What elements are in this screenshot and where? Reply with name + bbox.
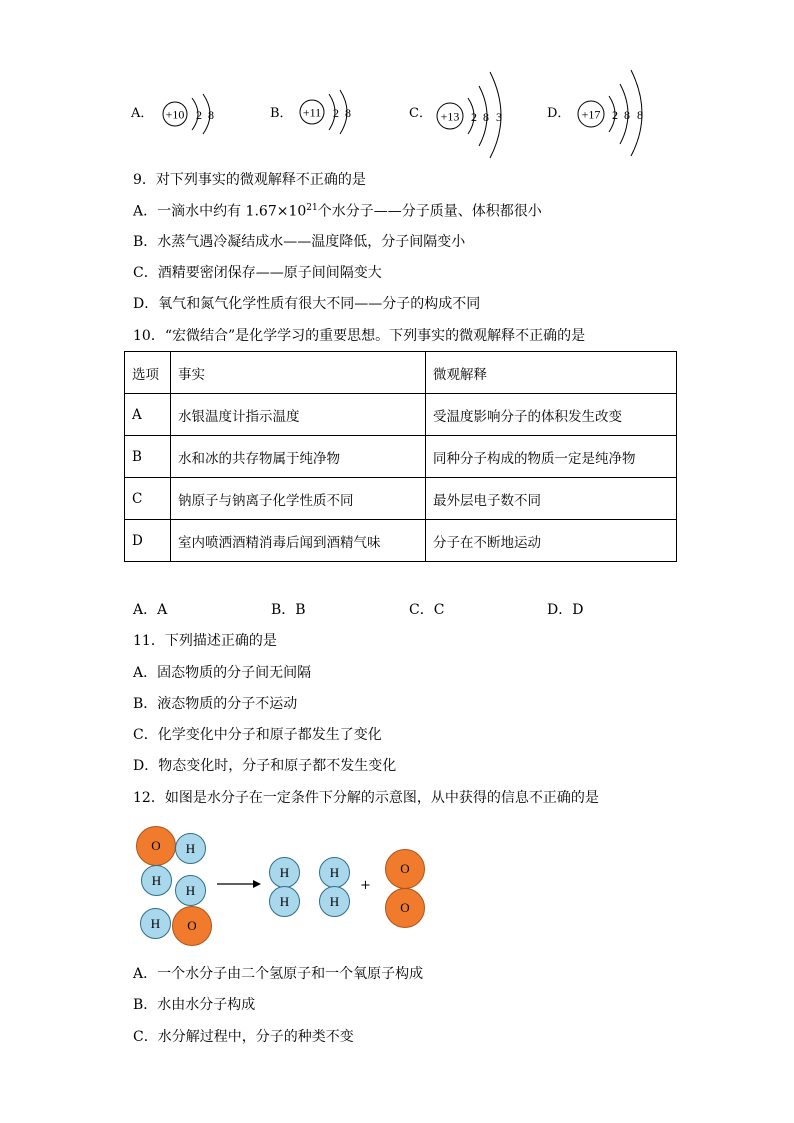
q10-option-d: D．D: [547, 602, 584, 618]
oxygen-atom: O: [385, 849, 425, 889]
q11-option-a: A．固态物质的分子间无间隔: [133, 665, 312, 681]
table-cell: 室内喷洒酒精消毒后闻到酒精气味: [171, 520, 426, 562]
q10-stem: 10．“宏微结合”是化学学习的重要思想。下列事实的微观解释不正确的是: [133, 328, 586, 344]
q9-option-a: A．一滴水中约有 $1.67\times 10^{21}$个水分子——分子质量、体积都很小: [133, 203, 542, 220]
hydrogen-atom: H: [269, 886, 300, 917]
table-cell: 受温度影响分子的体积发生改变: [426, 394, 677, 436]
table-cell: 钠原子与钠离子化学性质不同: [171, 478, 426, 520]
table-row: [125, 394, 677, 436]
table-row: [125, 478, 677, 520]
q10-option-a: A．A: [133, 602, 168, 618]
hydrogen-atom: H: [269, 857, 300, 888]
hydrogen-atom: H: [175, 833, 206, 864]
svg-text:+17: +17: [581, 107, 601, 122]
svg-text:+11: +11: [302, 105, 322, 120]
table-cell: 同种分子构成的物质一定是纯净物: [426, 436, 677, 478]
table-header-cell: 选项: [125, 352, 171, 394]
plus-sign: +: [360, 878, 371, 893]
table-row: [125, 520, 677, 562]
hydrogen-atom: H: [175, 875, 206, 906]
hydrogen-atom: H: [140, 908, 171, 939]
q11-option-d: D．物态变化时，分子和原子都不发生变化: [133, 758, 397, 774]
svg-text:2: 2: [471, 110, 477, 124]
hydrogen-atom: H: [319, 886, 350, 917]
q8-option-a-label: A．: [131, 106, 154, 121]
svg-text:2: 2: [196, 108, 202, 122]
hydrogen-atom: H: [141, 865, 172, 896]
table-cell: A: [125, 394, 171, 436]
hydrogen-atom: H: [319, 857, 350, 888]
atom-diagram-d: [573, 64, 653, 160]
q9-option-d: D．氧气和氮气化学性质有很大不同——分子的构成不同: [133, 296, 481, 312]
table-header-row: [125, 352, 677, 394]
oxygen-atom: O: [385, 888, 425, 928]
atom-diagram-a: [158, 88, 228, 144]
table-cell: 分子在不断地运动: [426, 520, 677, 562]
q12-option-c: C．水分解过程中，分子的种类不变: [133, 1029, 354, 1045]
table-cell: 最外层电子数不同: [426, 478, 677, 520]
oxygen-atom: O: [136, 826, 176, 866]
q10-option-b: B．B: [271, 602, 306, 618]
atom-diagram-b: [295, 86, 365, 142]
table-cell: 水银温度计指示温度: [171, 394, 426, 436]
svg-text:8: 8: [208, 108, 214, 122]
table-cell: B: [125, 436, 171, 478]
table-cell: D: [125, 520, 171, 562]
svg-text:+10: +10: [165, 107, 185, 122]
svg-text:8: 8: [624, 108, 630, 122]
table-cell: C: [125, 478, 171, 520]
svg-text:3: 3: [496, 110, 502, 124]
table-row: [125, 436, 677, 478]
q8-option-b-label: B．: [270, 106, 293, 121]
q10-table: [124, 351, 677, 562]
q12-option-a: A．一个水分子由二个氢原子和一个氧原子构成: [133, 966, 424, 982]
q11-option-c: C．化学变化中分子和原子都发生了变化: [133, 727, 382, 743]
q9-stem: 9．对下列事实的微观解释不正确的是: [133, 172, 366, 188]
svg-text:2: 2: [612, 108, 618, 122]
svg-text:8: 8: [345, 106, 351, 120]
table-header-cell: 事实: [171, 352, 426, 394]
q11-stem: 11．下列描述正确的是: [133, 633, 277, 649]
q11-option-b: B．液态物质的分子不运动: [133, 696, 298, 712]
q12-stem: 12．如图是水分子在一定条件下分解的示意图，从中获得的信息不正确的是: [133, 790, 599, 806]
q8-option-c-label: C．: [409, 106, 432, 121]
q9-option-c: C．酒精要密闭保存——原子间间隔变大: [133, 265, 382, 281]
svg-text:8: 8: [483, 110, 489, 124]
table-cell: 水和冰的共存物属于纯净物: [171, 436, 426, 478]
svg-text:8: 8: [637, 108, 643, 122]
svg-text:2: 2: [333, 106, 339, 120]
reaction-arrow-icon: [216, 877, 262, 891]
q10-option-c: C．C: [409, 602, 445, 618]
table-header-cell: 微观解释: [426, 352, 677, 394]
q9-option-b: B．水蒸气遇冷凝结成水——温度降低，分子间隔变小: [133, 234, 466, 250]
q8-option-d-label: D．: [547, 106, 571, 121]
q12-option-b: B．水由水分子构成: [133, 997, 256, 1013]
atom-diagram-c: [432, 66, 512, 162]
oxygen-atom: O: [172, 906, 212, 946]
svg-text:+13: +13: [440, 109, 460, 124]
